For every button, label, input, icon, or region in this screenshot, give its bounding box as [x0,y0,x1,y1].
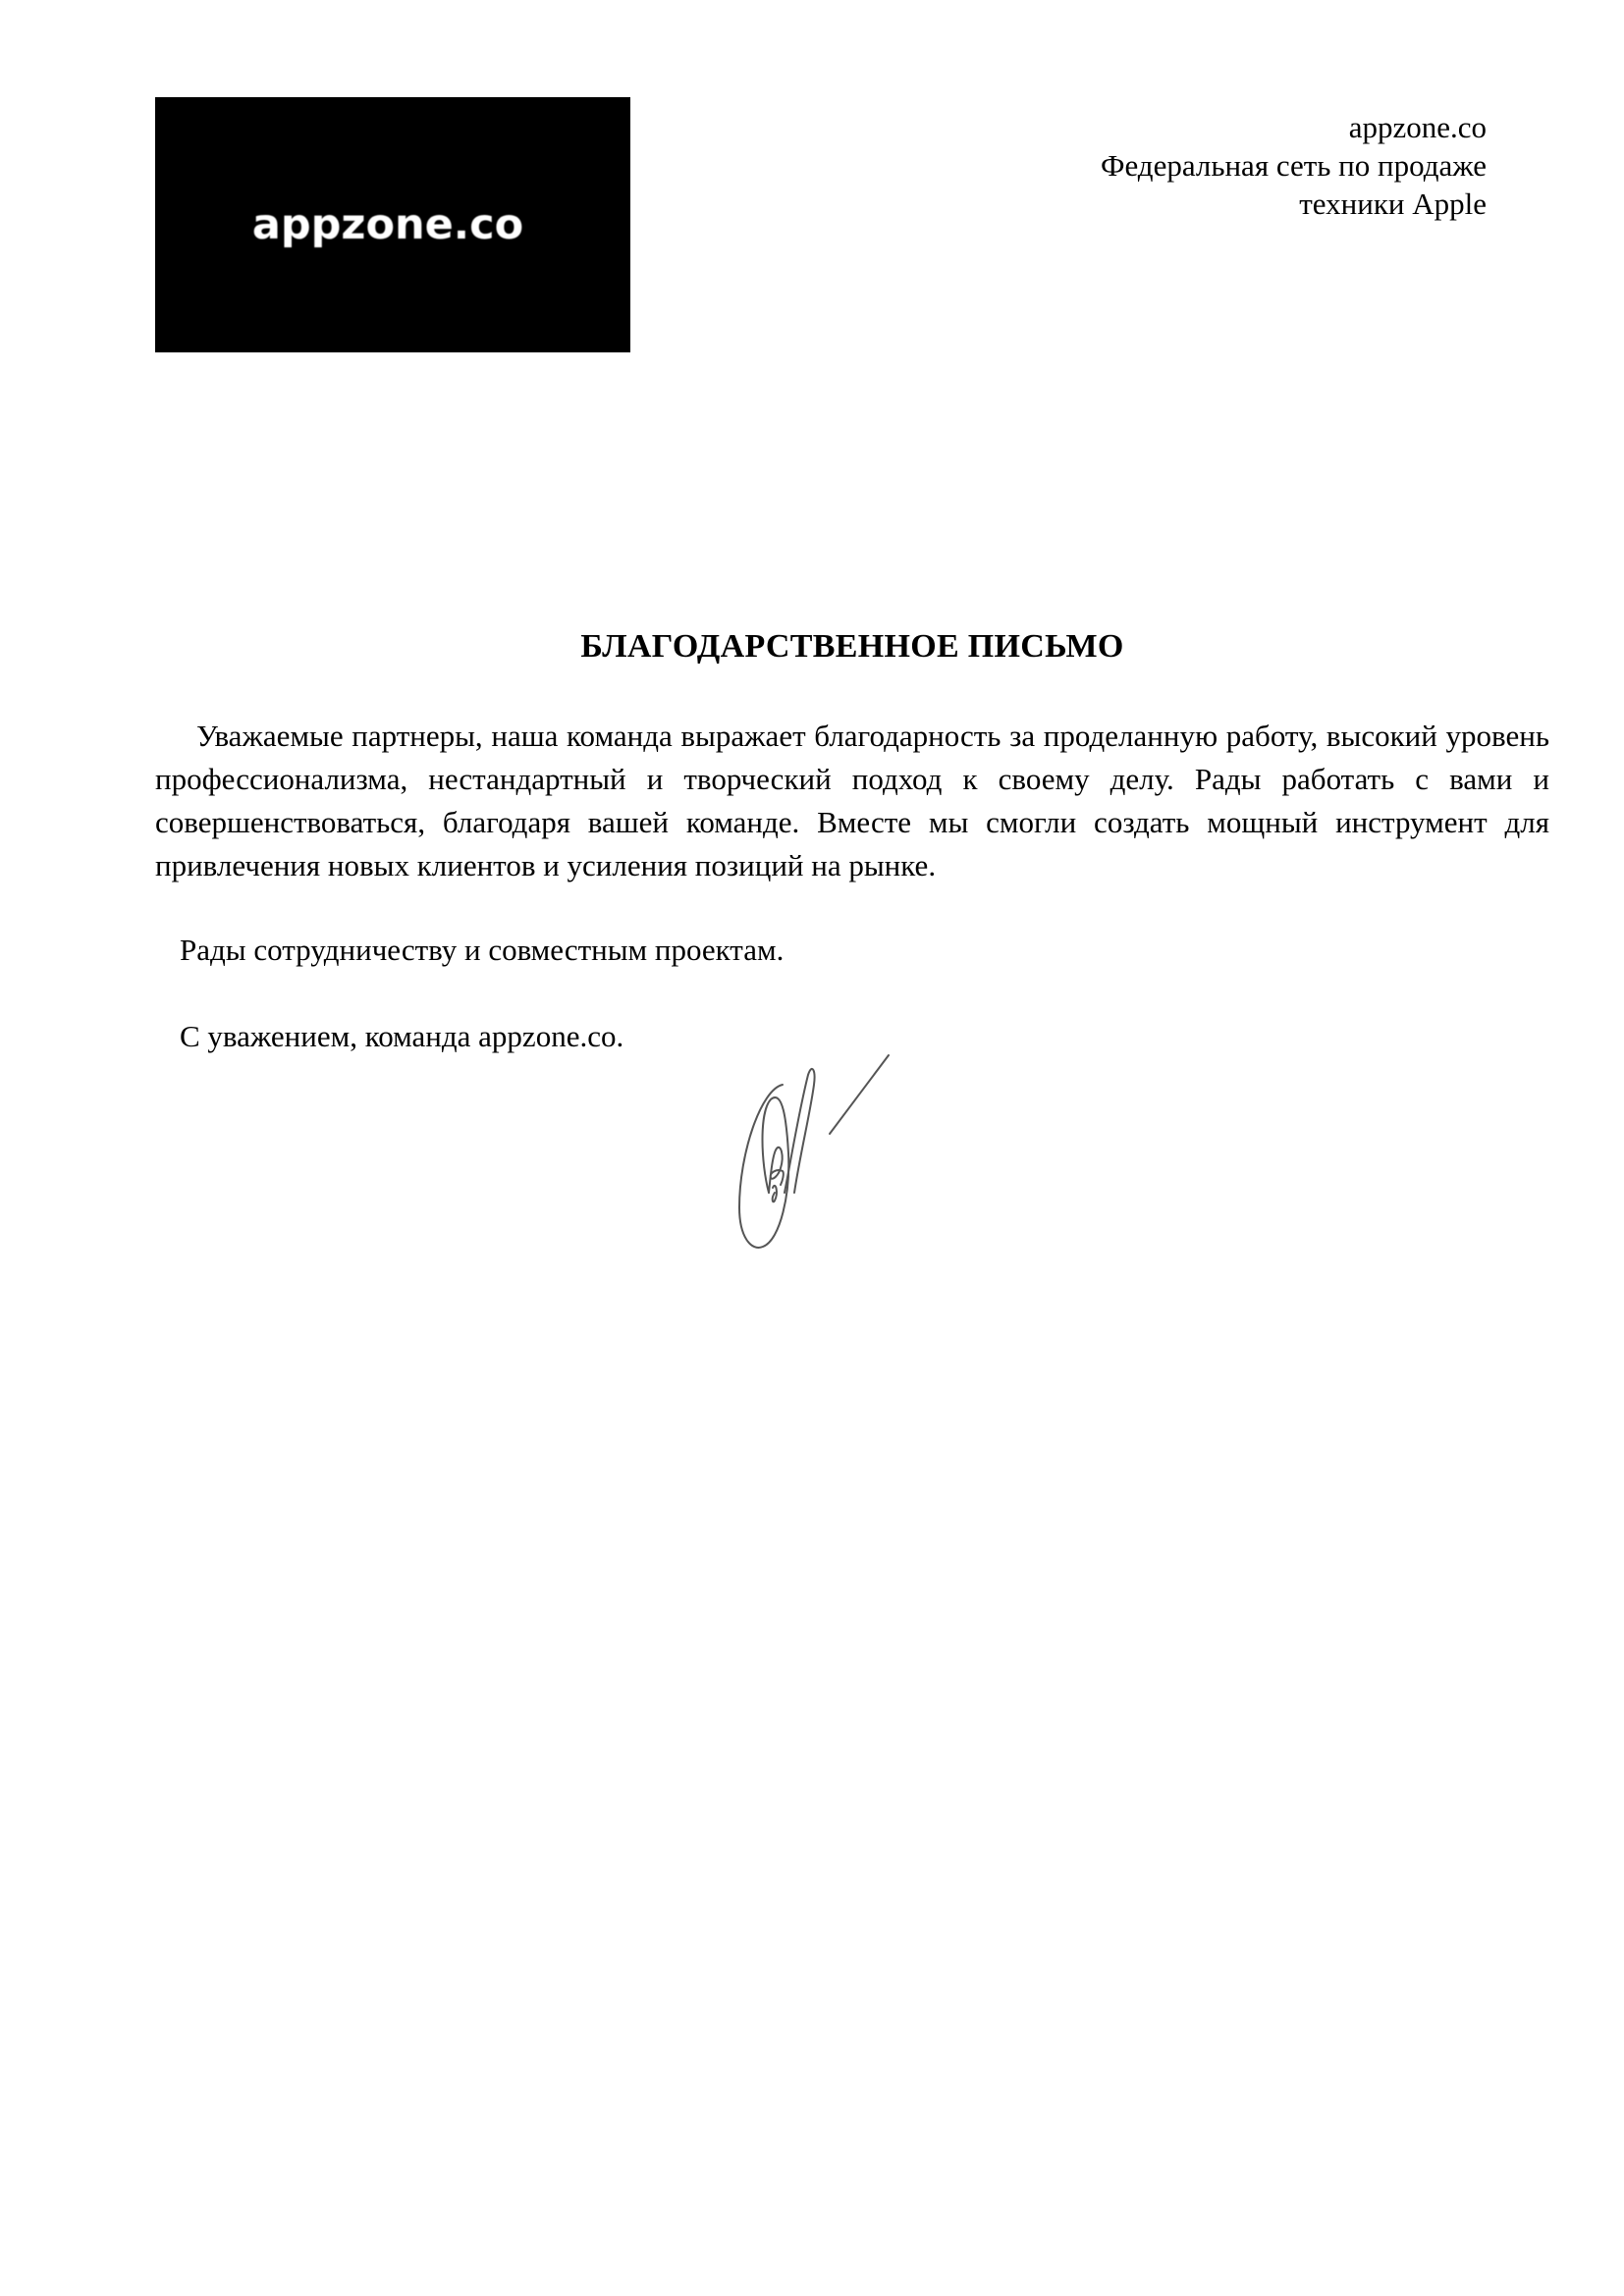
logo-text: appzone.co [251,200,524,249]
company-tagline-line1: Федеральная сеть по продаже [1100,148,1487,183]
letter-body-paragraph: Уважаемые партнеры, наша команда выражает благодарность за проделанную работу, высокий уровень профессионализма, нестандартный и творческий подход к своему делу. Рады работать с вами и совершенствоваться, благодаря вашей команде. Вместе мы смогли создать мощный инструмент для привлечения новых клиентов и усиления позиций на рынке. [155,719,1549,882]
company-name: appzone.co [1348,110,1487,144]
letterhead-info [1101,108,1487,223]
handwritten-signature [722,1045,918,1261]
letter-title: БЛАГОДАРСТВЕННОЕ ПИСЬМО [580,628,1124,665]
letter-closing-line: Рады сотрудничеству и совместным проектам. [180,933,785,967]
company-tagline-line2: техники Apple [1299,187,1487,221]
letter-sign-off: С уважением, команда appzone.co. [180,1019,624,1053]
company-logo [155,97,630,352]
